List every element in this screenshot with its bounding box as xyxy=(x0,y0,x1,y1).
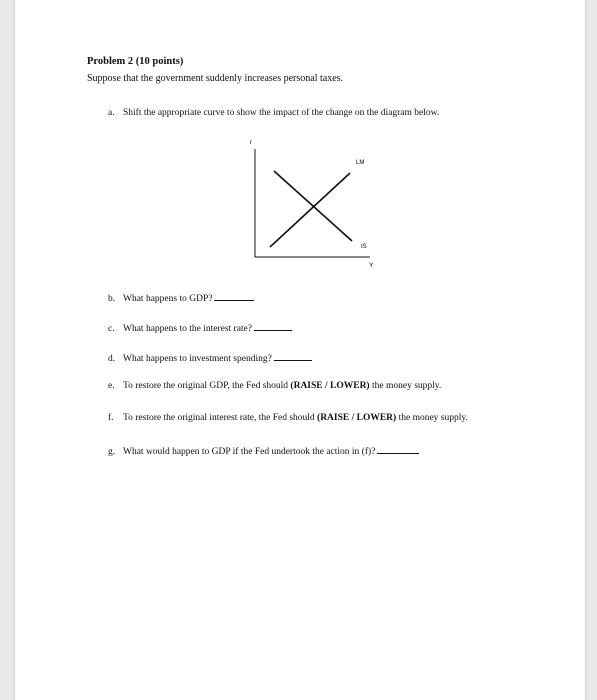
y-axis-label: r xyxy=(250,140,252,146)
answer-blank[interactable] xyxy=(254,321,292,331)
answer-blank[interactable] xyxy=(377,444,419,454)
question-b xyxy=(108,291,254,304)
answer-blank[interactable] xyxy=(274,351,312,361)
question-text-before: To restore the original interest rate, the Fed should xyxy=(123,413,318,423)
question-label: a. xyxy=(108,108,115,118)
question-label: c. xyxy=(108,324,115,334)
question-label: e. xyxy=(108,381,115,391)
is-lm-diagram xyxy=(240,135,380,269)
raise-lower-choice[interactable]: (RAISE / LOWER) xyxy=(290,381,370,391)
lm-label: LM xyxy=(356,160,365,166)
question-text: What happens to investment spending? xyxy=(123,354,272,364)
question-f xyxy=(108,413,468,423)
lm-curve xyxy=(270,173,350,247)
question-text: Shift the appropriate curve to show the impact of the change on the diagram below. xyxy=(123,108,440,118)
question-c xyxy=(108,321,292,334)
question-label: f. xyxy=(108,413,114,423)
question-text-before: To restore the original GDP, the Fed should xyxy=(123,381,291,391)
is-label: IS xyxy=(361,244,367,250)
question-label: b. xyxy=(108,294,116,304)
answer-blank[interactable] xyxy=(214,291,254,301)
problem-title: Problem 2 (10 points) xyxy=(87,56,184,67)
question-text: What happens to GDP? xyxy=(123,294,213,304)
question-text: What happens to the interest rate? xyxy=(123,324,252,334)
problem-prompt: Suppose that the government suddenly increases personal taxes. xyxy=(87,73,344,84)
x-axis-label: Y xyxy=(369,262,374,269)
question-text-after: the money supply. xyxy=(369,381,442,391)
question-label: g. xyxy=(108,447,116,457)
question-d xyxy=(108,351,312,364)
question-e xyxy=(108,381,441,391)
question-a xyxy=(108,108,439,118)
raise-lower-choice[interactable]: (RAISE / LOWER) xyxy=(317,413,397,423)
question-g xyxy=(108,444,419,457)
question-label: d. xyxy=(108,354,116,364)
question-text-after: the money supply. xyxy=(396,413,468,423)
question-text: What would happen to GDP if the Fed undertook the action in (f)? xyxy=(123,447,376,457)
worksheet-page xyxy=(14,0,586,700)
